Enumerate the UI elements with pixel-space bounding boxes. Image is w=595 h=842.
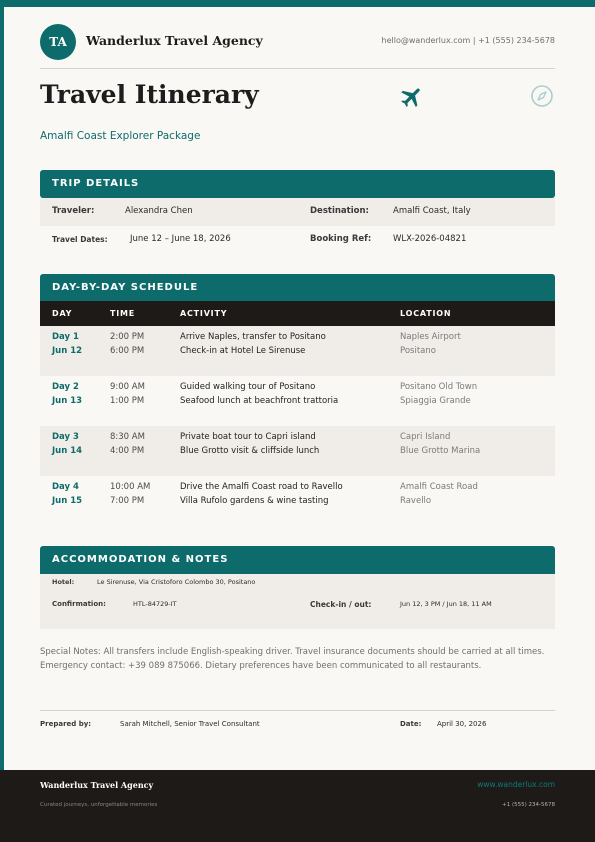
day-label: Day 2 [52,382,79,392]
hotel-value: Le Sirenuse, Via Cristoforo Colombo 30, Positano [97,578,256,586]
column-header-activity: ACTIVITY [180,309,228,318]
day-date: Jun 14 [52,446,83,456]
confirmation-label: Confirmation: [52,600,106,608]
compass-icon [530,84,554,108]
accommodation-heading: ACCOMMODATION & NOTES [40,546,555,574]
time-cell: 6:00 PM [110,346,145,356]
agency-logo: TA [40,24,76,60]
footer-phone: +1 (555) 234-5678 [502,802,555,808]
day-date: Jun 12 [52,346,83,356]
special-notes: Special Notes: All transfers include English-speaking driver. Travel insurance documents should be carried at all times. Emergency contact: +39 089 875066. Dietary preferences have been communicated to all restaurants. [40,647,545,671]
activity-cell: Drive the Amalfi Coast road to Ravello [180,482,343,492]
day-label: Day 3 [52,432,79,442]
location-cell: Capri Island [400,432,451,442]
location-cell: Ravello [400,496,432,506]
activity-cell: Villa Rufolo gardens & wine tasting [180,496,329,506]
agency-name: Wanderlux Travel Agency [86,33,263,48]
time-cell: 10:00 AM [110,482,151,492]
dates-value: June 12 – June 18, 2026 [130,234,231,244]
page-title: Travel Itinerary [40,80,259,109]
booking-value: WLX-2026-04821 [393,234,467,244]
location-cell: Positano [400,346,436,356]
date-label: Date: [400,720,422,728]
day-date: Jun 13 [52,396,83,406]
prepared-label: Prepared by: [40,720,92,728]
trip-details [40,198,555,254]
day-date: Jun 15 [52,496,83,506]
time-cell: 8:30 AM [110,432,145,442]
activity-cell: Guided walking tour of Positano [180,382,316,392]
column-header-location: LOCATION [400,309,452,318]
contact-info: hello@wanderlux.com | +1 (555) 234-5678 [381,36,555,45]
checkin-label: Check-in / out: [310,600,372,609]
time-cell: 4:00 PM [110,446,145,456]
date-value: April 30, 2026 [437,720,487,728]
column-header-day: DAY [52,309,73,318]
day-label: Day 4 [52,482,79,492]
prepared-name: Sarah Mitchell, Senior Travel Consultant [120,720,260,728]
destination-label: Destination: [310,206,369,216]
location-cell: Positano Old Town [400,382,478,392]
table-row [40,426,555,476]
activity-cell: Seafood lunch at beachfront trattoria [180,396,339,406]
activity-cell: Arrive Naples, transfer to Positano [180,332,326,342]
schedule-table [40,326,555,526]
dates-label: Travel Dates: [52,235,108,244]
trip-details-heading: TRIP DETAILS [40,170,555,198]
location-cell: Naples Airport [400,332,461,342]
schedule-column-headers [40,301,555,326]
destination-value: Amalfi Coast, Italy [393,206,471,216]
airplane-icon [399,84,425,110]
location-cell: Blue Grotto Marina [400,446,481,456]
schedule-heading: DAY-BY-DAY SCHEDULE [40,274,555,302]
table-row [40,326,555,376]
prepared-by-block [40,710,555,736]
footer-agency-name: Wanderlux Travel Agency [40,780,154,790]
location-cell: Spiaggia Grande [400,396,471,406]
booking-label: Booking Ref: [310,234,372,244]
activity-cell: Blue Grotto visit & cliffside lunch [180,446,320,456]
time-cell: 1:00 PM [110,396,145,406]
checkin-value: Jun 12, 3 PM / Jun 18, 11 AM [400,600,492,608]
traveler-label: Traveler: [52,206,95,216]
day-label: Day 1 [52,332,79,342]
footer-website-link[interactable]: www.wanderlux.com [477,780,555,789]
footer [0,770,595,842]
column-header-time: TIME [110,309,136,318]
time-cell: 2:00 PM [110,332,145,342]
location-cell: Amalfi Coast Road [400,482,478,492]
time-cell: 7:00 PM [110,496,145,506]
time-cell: 9:00 AM [110,382,145,392]
left-accent-bar [0,0,4,770]
top-accent-bar [0,0,595,7]
hotel-label: Hotel: [52,578,75,586]
package-subtitle: Amalfi Coast Explorer Package [40,130,201,142]
activity-cell: Private boat tour to Capri island [180,432,316,442]
traveler-value: Alexandra Chen [125,206,193,216]
accommodation-details [40,574,555,629]
footer-tagline: Curated journeys, unforgettable memories [40,802,158,808]
activity-cell: Check-in at Hotel Le Sirenuse [180,346,306,356]
letterhead [40,24,555,69]
table-row [40,476,555,526]
details-row [40,198,555,226]
confirmation-value: HTL-84729-IT [133,600,177,608]
table-row [40,376,555,426]
details-row [40,226,555,254]
